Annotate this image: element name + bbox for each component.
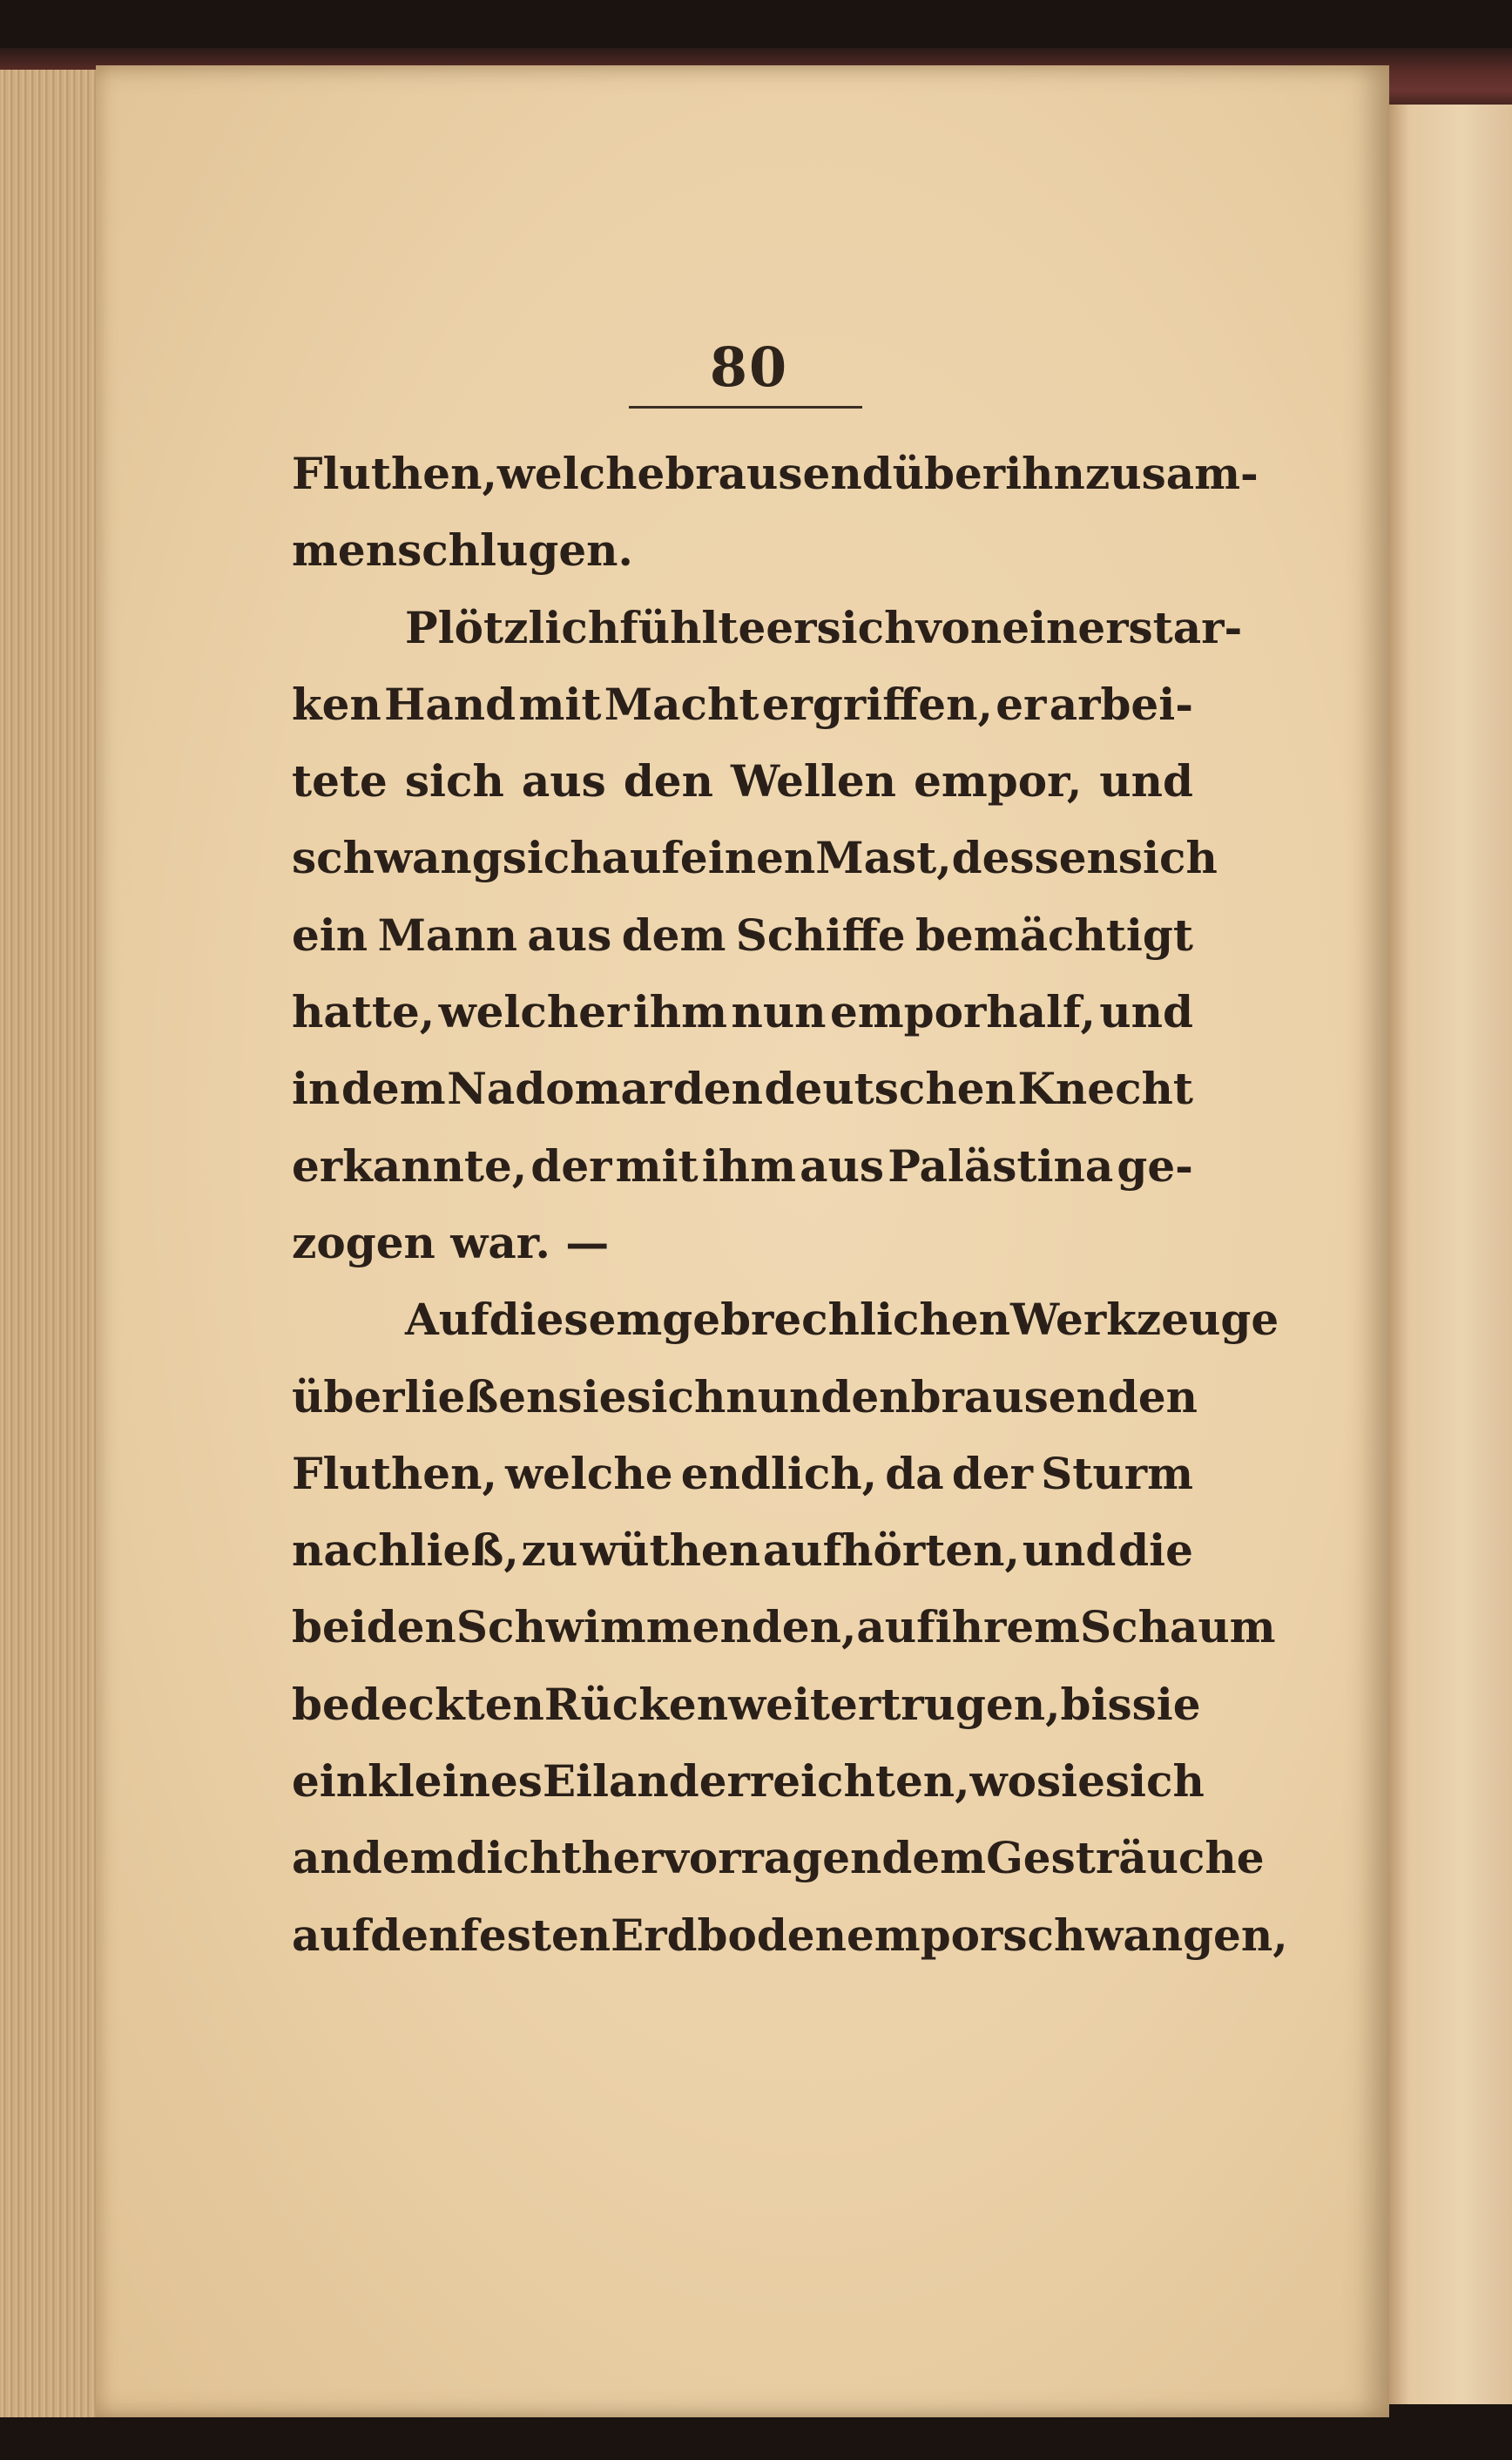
text-line: zogen war. — bbox=[292, 1216, 610, 1268]
text-line: überließen sie sich nun den brausenden bbox=[292, 1370, 1198, 1423]
text-line: nachließ, zu wüthen aufhörten, und die bbox=[292, 1524, 1193, 1577]
text-line: schwang sich auf einen Mast, dessen sich bbox=[292, 832, 1218, 884]
text-line: an dem dicht hervorragendem Gesträuche bbox=[292, 1832, 1265, 1884]
text-line: bedeckten Rücken weiter trugen, bis sie bbox=[292, 1678, 1201, 1730]
text-line: ein kleines Eiland erreichten, wo sie sich bbox=[292, 1755, 1205, 1808]
body-text bbox=[292, 436, 1288, 1974]
text-line: auf den festen Erdboden emporschwangen, bbox=[292, 1909, 1288, 1961]
page-number-rule bbox=[629, 406, 862, 409]
text-line: Fluthen, welche endlich, da der Sturm bbox=[292, 1447, 1193, 1499]
text-line: Fluthen, welche brausend über ihn zusam- bbox=[292, 448, 1259, 499]
bottom-background bbox=[0, 2417, 1512, 2460]
next-page-edge bbox=[1387, 105, 1512, 2404]
text-line: erkannte, der mit ihm aus Palästina ge- bbox=[292, 1139, 1193, 1192]
text-line: ein Mann aus dem Schiffe bemächtigt bbox=[292, 909, 1193, 961]
page-number: 80 bbox=[709, 335, 789, 399]
text-line: Auf diesem gebrechlichen Werkzeuge bbox=[405, 1294, 1279, 1346]
text-line: in dem Nadomar den deutschen Knecht bbox=[292, 1063, 1193, 1115]
text-line: ken Hand mit Macht ergriffen, er arbei- bbox=[292, 678, 1193, 730]
page-stack-edge bbox=[0, 70, 102, 2422]
text-line: beiden Schwimmenden, auf ihrem Schaum bbox=[292, 1601, 1276, 1653]
text-line: tete sich aus den Wellen empor, und bbox=[292, 755, 1193, 808]
text-line: Plötzlich fühlte er sich von einer star- bbox=[405, 601, 1243, 653]
text-line: hatte, welcher ihm nun emporhalf, und bbox=[292, 986, 1193, 1038]
text-line: menschlugen. bbox=[292, 524, 633, 577]
